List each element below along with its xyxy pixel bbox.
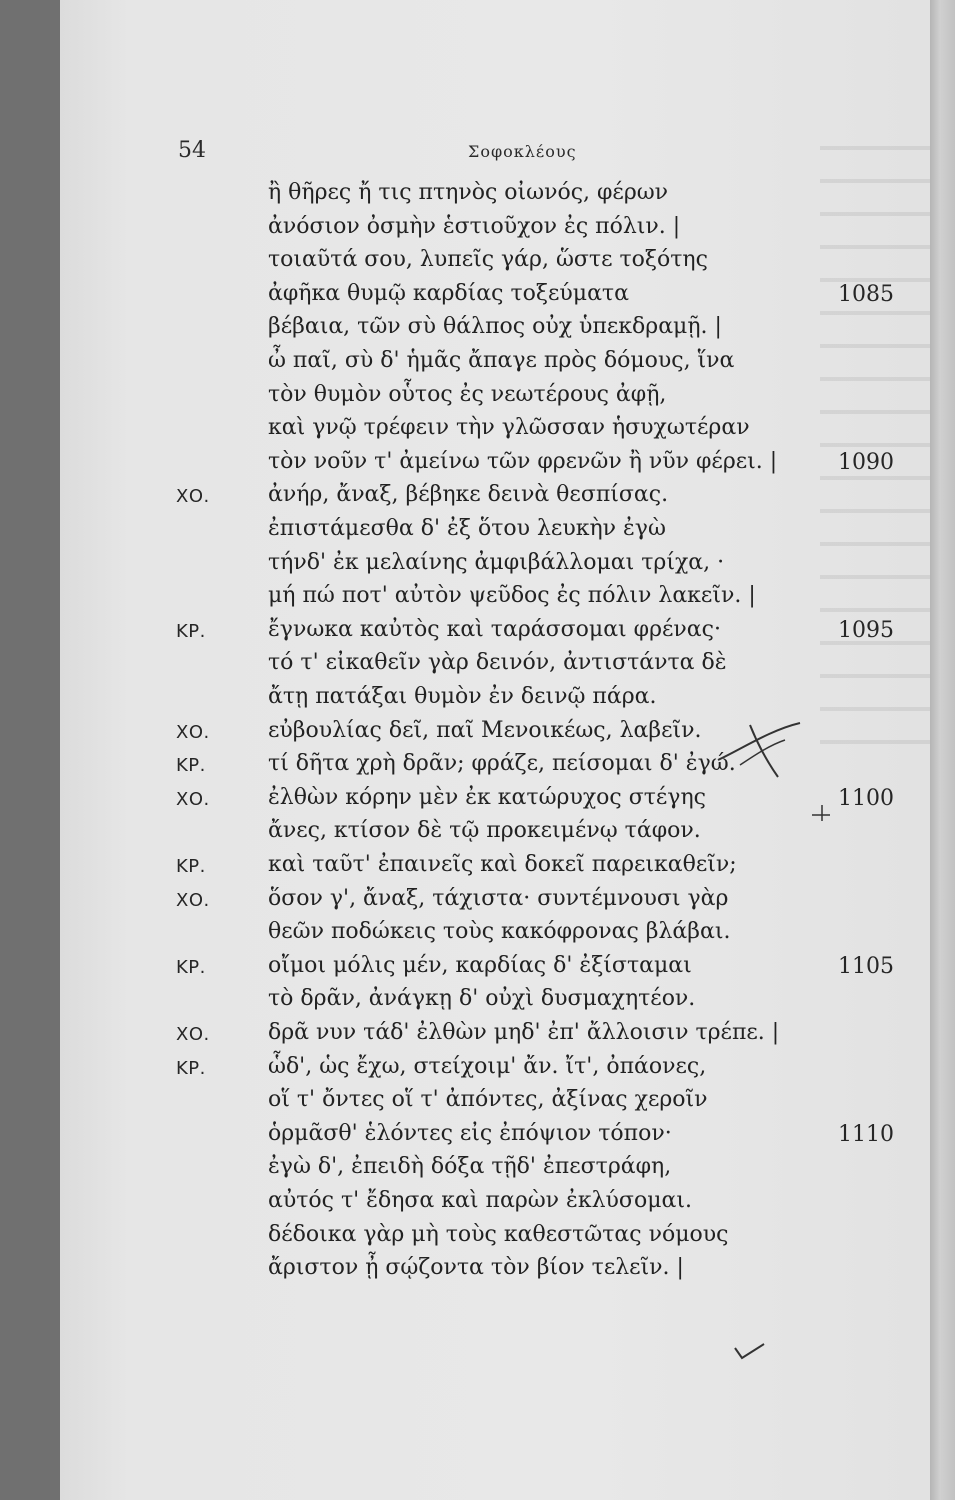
speaker-label: ΧΟ. [176,788,210,810]
verse-line [0,482,955,516]
verse-text: ἐπιστάμεσθα δ' ἐξ ὅτου λευκὴν ἐγὼ [268,516,666,541]
verse-line [0,986,955,1020]
verse-text: ἄνες, κτίσον δὲ τῷ προκειμένῳ τάφον. [268,818,701,844]
verse-line [0,180,955,214]
running-title: Σοφοκλέους [468,142,577,161]
verse-text: καὶ ταῦτ' ἐπαινεῖς καὶ δοκεῖ παρεικαθεῖν; [268,852,737,877]
verse-line [0,1222,955,1256]
verse-line [0,382,955,416]
line-number: 1110 [838,1121,894,1147]
verse-text: ἀνήρ, ἄναξ, βέβηκε δεινὰ θεσπίσας. [268,482,669,508]
verse-text: δρᾶ νυν τάδ' ἐλθὼν μηδ' ἐπ' ἄλλοισιν τρέπε. | [268,1020,780,1045]
verse-line [0,886,955,920]
page-number: 54 [178,138,206,163]
verse-line [0,684,955,718]
verse-text: ἐλθὼν κόρην μὲν ἐκ κατώρυχος στέγης [268,784,706,810]
verse-line [0,1054,955,1088]
verse-text: ὧδ', ὡς ἔχω, στείχοιμ' ἄν. ἴτ', ὀπάονες, [268,1053,707,1079]
verse-line [0,415,955,449]
verse-line [0,348,955,382]
pencil-check-mark [730,1330,770,1370]
pencil-tick-mark [808,793,838,823]
verse-line [0,1188,955,1222]
verse-text: ὦ παῖ, σὺ δ' ἡμᾶς ἄπαγε πρὸς δόμους, ἵνα [268,348,735,373]
speaker-label: ΚΡ. [176,1057,206,1079]
verse-line [0,1020,955,1054]
verse-line [0,650,955,684]
verse-line [0,751,955,785]
verse-text: αὐτός τ' ἔδησα καὶ παρὼν ἐκλύσομαι. [268,1188,692,1213]
verse-line [0,214,955,248]
verse-text: μή πώ ποτ' αὐτὸν ψεῦδος ἐς πόλιν λακεῖν. | [268,583,756,609]
verse-text: τὸ δρᾶν, ἀνάγκῃ δ' οὐχὶ δυσμαχητέον. [268,986,696,1012]
verse-text: τοιαῦτά σου, λυπεῖς γάρ, ὥστε τοξότης [268,247,708,273]
verse-line [0,583,955,617]
verse-text: ἄριστον ᾖ σῴζοντα τὸν βίον τελεῖν. | [268,1255,684,1281]
verse-line [0,1255,955,1289]
verse-line [0,449,955,483]
verse-text: οἴμοι μόλις μέν, καρδίας δ' ἐξίσταμαι [268,952,692,978]
verse-text: τό τ' εἰκαθεῖν γὰρ δεινόν, ἀντιστάντα δὲ [268,650,727,676]
verse-line [0,953,955,987]
verse-text: οἵ τ' ὄντες οἵ τ' ἀπόντες, ἀξίνας χεροῖν [268,1087,708,1113]
speaker-label: ΧΟ. [176,721,210,743]
verse-text: τί δῆτα χρὴ δρᾶν; φράζε, πείσομαι δ' ἐγώ. [268,751,736,777]
verse-line [0,247,955,281]
verse-text: ὅσον γ', ἄναξ, τάχιστα· συντέμνουσι γὰρ [268,885,729,911]
verse-text: ἀφῆκα θυμῷ καρδίας τοξεύματα [268,280,629,306]
verse-text: τὸν θυμὸν οὗτος ἐς νεωτέρους ἀφῇ, [268,381,667,407]
verse-line [0,1087,955,1121]
verse-text: ἢ θῆρες ἤ τις πτηνὸς οἰωνός, φέρων [268,180,669,205]
line-number: 1090 [838,449,894,475]
verse-text: εὐβουλίας δεῖ, παῖ Μενοικέως, λαβεῖν. [268,717,702,743]
verse-line [0,617,955,651]
verse-text: τὸν νοῦν τ' ἀμείνω τῶν φρενῶν ἢ νῦν φέρει. | [268,448,778,474]
verse-line [0,852,955,886]
verse-text: βέβαια, τῶν σὺ θάλπος οὐχ ὑπεκδραμῇ. | [268,314,722,340]
speaker-label: ΧΟ. [176,486,210,508]
verse-text: ὁρμᾶσθ' ἑλόντες εἰς ἐπόψιον τόπον· [268,1120,672,1146]
line-number: 1105 [838,953,894,979]
verse-line [0,919,955,953]
verse-line [0,1121,955,1155]
pencil-cross-mark [700,705,810,785]
speaker-label: ΚΡ. [176,755,206,777]
verse-line [0,281,955,315]
verse-text: ἀνόσιον ὀσμὴν ἑστιοῦχον ἐς πόλιν. | [268,213,681,239]
speaker-label: ΚΡ. [176,620,206,642]
verse-text: ἄτῃ πατάξαι θυμὸν ἐν δεινῷ πάρα. [268,684,657,709]
verse-text: ἐγὼ δ', ἐπειδὴ δόξα τῇδ' ἐπεστράφη, [268,1154,672,1180]
speaker-label: ΧΟ. [176,889,210,911]
verse-line [0,818,955,852]
verse-line [0,516,955,550]
line-number: 1085 [838,281,894,307]
line-number: 1100 [838,785,894,811]
verse-line [0,314,955,348]
verse-line [0,550,955,584]
verse-text: δέδοικα γὰρ μὴ τοὺς καθεστῶτας νόμους [268,1221,729,1247]
speaker-label: ΚΡ. [176,856,206,877]
verse-line [0,718,955,752]
verse-line [0,1154,955,1188]
speaker-label: ΧΟ. [176,1024,210,1045]
verse-text: θεῶν ποδώκεις τοὺς κακόφρονας βλάβαι. [268,919,731,945]
verse-text: καὶ γνῷ τρέφειν τὴν γλῶσσαν ἡσυχωτέραν [268,415,750,441]
verse-text: τήνδ' ἐκ μελαίνης ἀμφιβάλλομαι τρίχα, · [268,549,725,575]
speaker-label: ΚΡ. [176,956,206,978]
line-number: 1095 [838,617,894,643]
verse-text: ἔγνωκα καὐτὸς καὶ ταράσσομαι φρένας· [268,616,721,642]
